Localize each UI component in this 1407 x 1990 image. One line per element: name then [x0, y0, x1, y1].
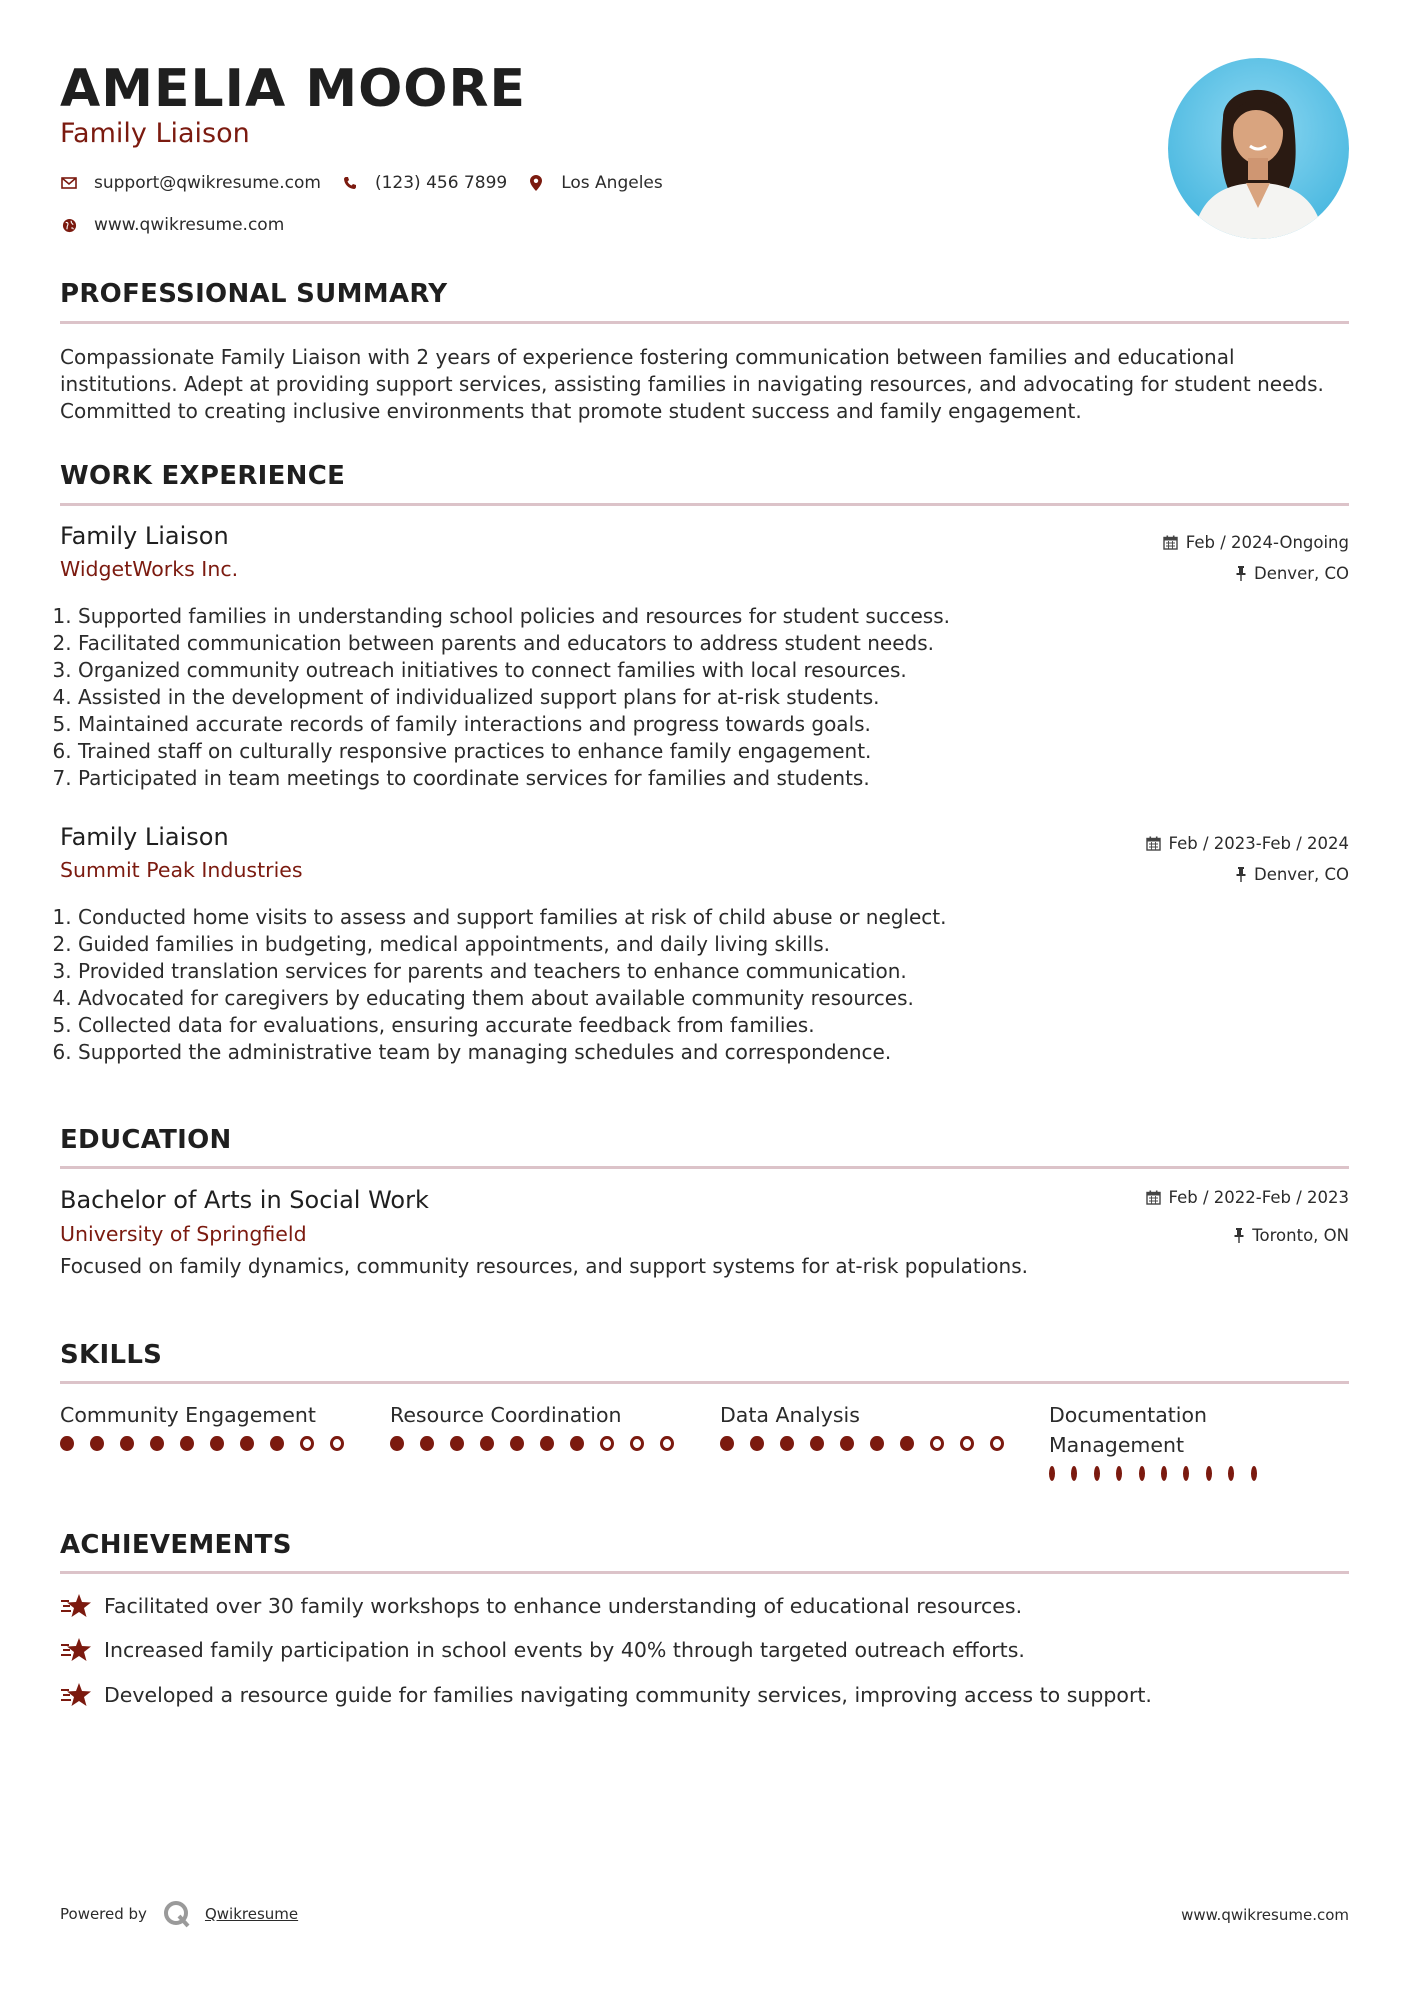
trophy-star-icon	[60, 1592, 92, 1620]
rating-dot-empty	[990, 1436, 1004, 1451]
job-dates	[1146, 834, 1349, 853]
qwikresume-logo-icon	[163, 1900, 191, 1928]
list-item: 2. Guided families in budgeting, medical appointments, and daily living skills.	[78, 931, 1367, 958]
rating-dot-empty	[1251, 1466, 1257, 1481]
phone-icon	[341, 174, 359, 192]
school-name: University of Springfield	[60, 1222, 307, 1246]
list-item: 7. Participated in team meetings to coordinate services for families and students.	[78, 765, 1367, 792]
job-location	[1236, 865, 1349, 884]
rating-dot-empty	[600, 1436, 614, 1451]
rating-dot-filled	[1094, 1466, 1100, 1481]
rating-dot-filled	[150, 1436, 164, 1451]
job-title: Family Liaison	[60, 522, 229, 550]
education-divider	[60, 1166, 1349, 1169]
achievement-text: Increased family participation in school events by 40% through targeted outreach efforts.	[104, 1638, 1025, 1662]
skills-divider	[60, 1381, 1349, 1384]
education-location	[1234, 1226, 1349, 1245]
rating-dot-filled	[810, 1436, 824, 1451]
phone-item[interactable]	[341, 173, 507, 193]
rating-dot-filled	[210, 1436, 224, 1451]
list-item: 1. Conducted home visits to assess and support families at risk of child abuse or neglect.	[78, 904, 1367, 931]
calendar-icon	[1163, 535, 1178, 550]
powered-by-label: Powered by	[60, 1905, 147, 1923]
rating-dot-filled	[1139, 1466, 1145, 1481]
achievements-divider	[60, 1571, 1349, 1574]
education-dates-text: Feb / 2022-Feb / 2023	[1168, 1188, 1349, 1207]
skill-name: Resource Coordination	[390, 1403, 622, 1427]
rating-dot-filled	[390, 1436, 404, 1451]
skill-name: Data Analysis	[720, 1403, 860, 1427]
rating-dot-empty	[300, 1436, 314, 1451]
rating-dot-empty	[1228, 1466, 1234, 1481]
job-location	[1236, 564, 1349, 583]
map-marker-icon	[527, 174, 545, 192]
envelope-icon	[60, 174, 78, 192]
email-text: support@qwikresume.com	[94, 173, 321, 193]
website-text: www.qwikresume.com	[94, 215, 285, 235]
rating-dot-filled	[720, 1436, 734, 1451]
job-company: WidgetWorks Inc.	[60, 557, 239, 581]
job-location-text: Denver, CO	[1253, 564, 1349, 583]
rating-dot-filled	[870, 1436, 884, 1451]
contact-row	[60, 173, 683, 193]
phone-text: (123) 456 7899	[374, 173, 508, 193]
rating-dot-filled	[270, 1436, 284, 1451]
job-bullets	[60, 603, 1367, 792]
achievement-item	[60, 1636, 1025, 1664]
location-item	[527, 173, 663, 193]
skill-item	[60, 1400, 360, 1451]
rating-dot-empty	[930, 1436, 944, 1451]
list-item: 5. Collected data for evaluations, ensuring accurate feedback from families.	[78, 1012, 1367, 1039]
rating-dot-empty	[660, 1436, 674, 1451]
rating-dot-filled	[1183, 1466, 1189, 1481]
rating-dot-filled	[1116, 1466, 1122, 1481]
list-item: 2. Facilitated communication between parents and educators to address student needs.	[78, 630, 1367, 657]
skill-rating	[720, 1436, 1020, 1451]
pin-icon	[1236, 867, 1246, 882]
list-item: 3. Provided translation services for parents and teachers to enhance communication.	[78, 958, 1367, 985]
job-bullets	[60, 904, 1367, 1066]
experience-divider	[60, 503, 1349, 506]
job-entry	[60, 522, 1349, 581]
globe-icon	[60, 216, 78, 234]
rating-dot-filled	[180, 1436, 194, 1451]
rating-dot-filled	[1049, 1466, 1055, 1481]
skill-item	[720, 1400, 1020, 1451]
trophy-star-icon	[60, 1681, 92, 1709]
rating-dot-empty	[1206, 1466, 1212, 1481]
achievement-text: Facilitated over 30 family workshops to enhance understanding of educational resources.	[104, 1594, 1023, 1618]
website-item[interactable]	[60, 215, 284, 235]
education-dates	[1146, 1188, 1349, 1207]
job-location-text: Denver, CO	[1253, 865, 1349, 884]
rating-dot-filled	[540, 1436, 554, 1451]
rating-dot-filled	[780, 1436, 794, 1451]
rating-dot-empty	[630, 1436, 644, 1451]
job-dates	[1163, 533, 1349, 552]
job-title: Family Liaison	[60, 823, 229, 851]
degree-title: Bachelor of Arts in Social Work	[60, 1186, 429, 1214]
candidate-title: Family Liaison	[60, 118, 250, 149]
list-item: 6. Trained staff on culturally responsive practices to enhance family engagement.	[78, 738, 1367, 765]
rating-dot-filled	[750, 1436, 764, 1451]
job-dates-text: Feb / 2024-Ongoing	[1185, 533, 1349, 552]
rating-dot-filled	[900, 1436, 914, 1451]
profile-photo	[1168, 58, 1349, 239]
skill-rating	[1049, 1466, 1229, 1481]
location-text: Los Angeles	[561, 173, 663, 193]
pin-icon	[1236, 566, 1246, 581]
achievements-heading: ACHIEVEMENTS	[60, 1530, 292, 1560]
rating-dot-empty	[960, 1436, 974, 1451]
rating-dot-filled	[1161, 1466, 1167, 1481]
calendar-icon	[1146, 1190, 1161, 1205]
summary-text: Compassionate Family Liaison with 2 years of experience fostering communication between families and educational institutions. Adept at providing support services, assisting families in navigating resources, and advocating for student needs. Committed to creating inclusive environments that promote student success and family engagement.	[60, 345, 1324, 423]
footer-brand	[60, 1900, 298, 1928]
trophy-star-icon	[60, 1636, 92, 1664]
email-item[interactable]	[60, 173, 321, 193]
rating-dot-filled	[480, 1436, 494, 1451]
skill-item	[390, 1400, 690, 1451]
candidate-name: AMELIA MOORE	[60, 59, 527, 119]
rating-dot-filled	[90, 1436, 104, 1451]
list-item: 1. Supported families in understanding school policies and resources for student success.	[78, 603, 1367, 630]
qwikresume-link[interactable]: Qwikresume	[204, 1905, 299, 1923]
rating-dot-filled	[1071, 1466, 1077, 1481]
calendar-icon	[1146, 836, 1161, 851]
list-item: 5. Maintained accurate records of family interactions and progress towards goals.	[78, 711, 1367, 738]
education-location-text: Toronto, ON	[1252, 1226, 1349, 1245]
summary-heading: PROFESSIONAL SUMMARY	[60, 279, 448, 309]
skills-heading: SKILLS	[60, 1340, 163, 1370]
pin-icon	[1234, 1228, 1244, 1243]
rating-dot-filled	[240, 1436, 254, 1451]
achievement-text: Developed a resource guide for families navigating community services, improving access to support.	[104, 1683, 1152, 1707]
list-item: 4. Advocated for caregivers by educating them about available community resources.	[78, 985, 1367, 1012]
education-heading: EDUCATION	[60, 1125, 232, 1155]
list-item: 6. Supported the administrative team by managing schedules and correspondence.	[78, 1039, 1367, 1066]
skill-rating	[60, 1436, 360, 1451]
rating-dot-filled	[60, 1436, 74, 1451]
job-dates-text: Feb / 2023-Feb / 2024	[1168, 834, 1349, 853]
rating-dot-filled	[420, 1436, 434, 1451]
experience-heading: WORK EXPERIENCE	[60, 461, 346, 491]
website-row	[60, 215, 304, 235]
rating-dot-filled	[570, 1436, 584, 1451]
list-item: 4. Assisted in the development of individualized support plans for at-risk students.	[78, 684, 1367, 711]
skill-name: Documentation Management	[1049, 1403, 1208, 1457]
skill-item	[1049, 1400, 1229, 1481]
skill-rating	[390, 1436, 690, 1451]
education-description: Focused on family dynamics, community resources, and support systems for at-risk populations.	[60, 1254, 1028, 1278]
rating-dot-filled	[510, 1436, 524, 1451]
skill-name: Community Engagement	[60, 1403, 316, 1427]
list-item: 3. Organized community outreach initiatives to connect families with local resources.	[78, 657, 1367, 684]
job-company: Summit Peak Industries	[60, 858, 303, 882]
summary-divider	[60, 321, 1349, 324]
achievement-item	[60, 1592, 1022, 1620]
achievement-item	[60, 1681, 1152, 1709]
rating-dot-filled	[840, 1436, 854, 1451]
rating-dot-empty	[330, 1436, 344, 1451]
rating-dot-filled	[450, 1436, 464, 1451]
rating-dot-filled	[120, 1436, 134, 1451]
footer-website[interactable]: www.qwikresume.com	[1181, 1906, 1349, 1924]
